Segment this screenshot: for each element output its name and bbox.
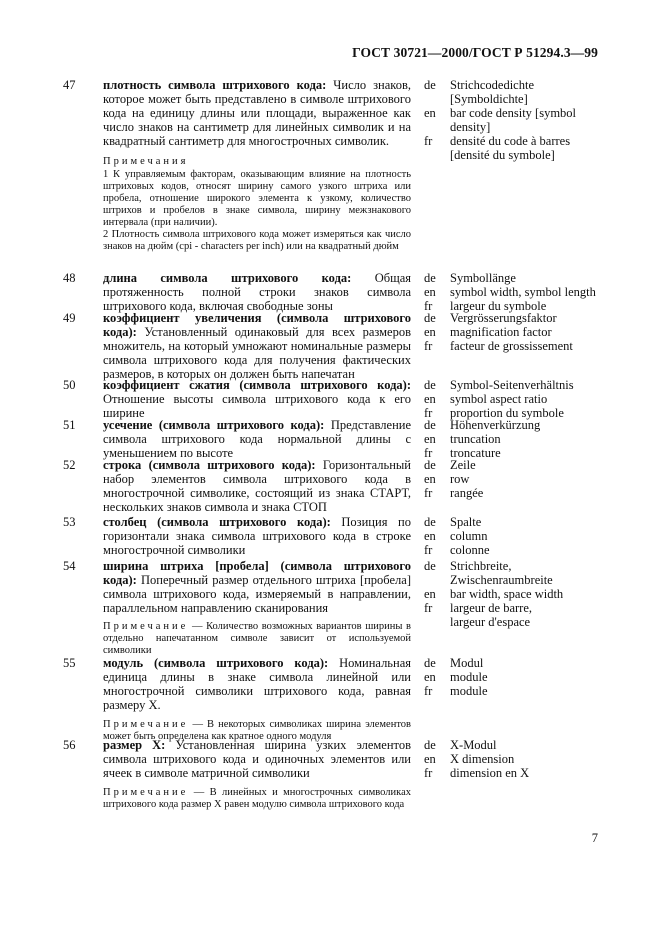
entry-body xyxy=(103,271,411,313)
translation-text: Strichbreite, xyxy=(450,559,512,573)
lang-code: fr xyxy=(424,684,433,698)
translation-text: Vergrösserungsfaktor xyxy=(450,311,557,325)
translation-text: row xyxy=(450,472,470,486)
lang-code: fr xyxy=(424,406,433,420)
term-name: размер X: xyxy=(103,738,166,752)
translation-text: Spalte xyxy=(450,515,482,529)
translation-text: [densité du symbole] xyxy=(450,148,555,162)
lang-code: de xyxy=(424,515,436,529)
term-name: строка (символа штрихового кода): xyxy=(103,458,316,472)
lang-code xyxy=(424,615,450,629)
entry-number: 49 xyxy=(63,311,76,325)
entry-body xyxy=(103,656,411,743)
note-text: 2 Плотность символа штрихового кода может измеряться как число знаков на дюйм (cpi - characters per inch) или на квадратный дюйм xyxy=(103,229,411,252)
term-definition: Номинальная единица длины в знаке символа линейной или многострочной символики штрихового кода, равная размеру X. xyxy=(103,656,411,712)
entry-number: 50 xyxy=(63,378,76,392)
term-name: ширина штриха [пробела] (символа штрихового кода): xyxy=(103,559,411,587)
translations xyxy=(424,738,624,780)
translation-text: Zeile xyxy=(450,458,476,472)
notes-title: Примечание xyxy=(103,621,189,632)
term-definition: Горизонтальный набор элементов символа штрихового кода в многострочной символике, состоящий из знака СТАРТ, нескольких знаков символа и знака СТОП xyxy=(103,458,411,514)
translation-text: symbol width, symbol length xyxy=(450,285,596,299)
lang-code: de xyxy=(424,311,436,325)
lang-code: de xyxy=(424,559,436,573)
lang-code: fr xyxy=(424,543,433,557)
entry-number: 48 xyxy=(63,271,76,285)
lang-code: en xyxy=(424,106,436,120)
note-text: — Количество возможных вариантов ширины в отдельно напечатанном символе зависит от используемой символики xyxy=(103,621,412,656)
lang-code: fr xyxy=(424,134,433,148)
lang-code: fr xyxy=(424,446,433,460)
translation-text: largeur d'espace xyxy=(450,615,531,629)
note-text: 1 К управляемым факторам, оказывающим влияние на плотность штриховых кодов, относят ширину самого узкого штриха или пробела, отношение широкого элемента к узкому, количество штрихов и пробелов в знаке символа, ширину межзнакового интервала (при наличии). xyxy=(103,169,411,228)
lang-code: en xyxy=(424,285,436,299)
entry-body xyxy=(103,458,411,514)
lang-code: de xyxy=(424,738,436,752)
translation-text: rangée xyxy=(450,486,484,500)
translation-text: dimension en X xyxy=(450,766,530,780)
entry-number: 52 xyxy=(63,458,76,472)
lang-code: fr xyxy=(424,299,433,313)
entry-notes xyxy=(103,156,411,253)
term-definition: Установленный одинаковый для всех размеров множитель, на который умножают номинальные размеры символа штрихового кода для получения фактических размеров, в которых он должен быть напечатан xyxy=(103,325,411,381)
translation-text: truncation xyxy=(450,432,501,446)
lang-code: en xyxy=(424,670,436,684)
translation-text: Strichcodedichte xyxy=(450,78,534,92)
translation-text: [Symboldichte] xyxy=(450,92,528,106)
lang-code: en xyxy=(424,587,436,601)
lang-code: en xyxy=(424,432,436,446)
translations xyxy=(424,515,624,557)
term-definition: Общая протяженность полной строки знаков символа штрихового кода, включая свободные зоны xyxy=(103,271,411,313)
translation-text: column xyxy=(450,529,488,543)
translations xyxy=(424,559,624,629)
translation-text: symbol aspect ratio xyxy=(450,392,548,406)
page-number: 7 xyxy=(591,831,598,845)
lang-code: de xyxy=(424,271,436,285)
lang-code: en xyxy=(424,752,436,766)
entry-body xyxy=(103,515,411,557)
lang-code: fr xyxy=(424,601,433,615)
notes-title: Примечание xyxy=(103,719,189,730)
term-name: плотность символа штрихового кода: xyxy=(103,78,327,92)
notes-title: Примечания xyxy=(103,156,189,167)
lang-code xyxy=(424,573,450,587)
entry-number: 55 xyxy=(63,656,76,670)
translation-text: magnification factor xyxy=(450,325,552,339)
term-definition: Установленная ширина узких элементов символа штрихового кода и одиночных элементов или ячеек в символе матричной символики xyxy=(103,738,411,780)
entry-body xyxy=(103,311,411,381)
notes-title: Примечание xyxy=(103,787,189,798)
entry-notes xyxy=(103,787,411,811)
term-definition: Позиция по горизонтали знака символа штрихового кода в строке многострочной символики xyxy=(103,515,411,557)
translation-text: X dimension xyxy=(450,752,515,766)
lang-code: de xyxy=(424,656,436,670)
translation-text: densité du code à barres xyxy=(450,134,571,148)
term-definition: Поперечный размер отдельного штриха [пробела] символа штрихового кода, измеряемый в направлении, параллельном направлению сканирования xyxy=(103,573,411,615)
term-name: длина символа штрихового кода: xyxy=(103,271,352,285)
lang-code xyxy=(424,120,450,134)
entry-body xyxy=(103,559,411,657)
translations xyxy=(424,271,624,313)
lang-code: en xyxy=(424,392,436,406)
entry-notes xyxy=(103,621,411,657)
translation-text: bar width, space width xyxy=(450,587,564,601)
lang-code: fr xyxy=(424,486,433,500)
term-definition: Отношение высоты символа штрихового кода к его ширине xyxy=(103,392,411,420)
translation-text: Symbollänge xyxy=(450,271,516,285)
translation-text: bar code density [symbol xyxy=(450,106,577,120)
lang-code: fr xyxy=(424,766,433,780)
translation-text: Höhenverkürzung xyxy=(450,418,541,432)
lang-code: de xyxy=(424,418,436,432)
translation-text: Zwischenraumbreite xyxy=(450,573,553,587)
translations xyxy=(424,78,624,162)
term-name: модуль (символа штрихового кода): xyxy=(103,656,329,670)
entry-body xyxy=(103,78,411,253)
translations xyxy=(424,458,624,500)
translation-text: colonne xyxy=(450,543,490,557)
translation-text: largeur du symbole xyxy=(450,299,547,313)
note-text: — В некоторых символиках ширина элементов может быть определена как кратное одного модуля xyxy=(103,719,411,742)
translation-text: troncature xyxy=(450,446,501,460)
entry-body xyxy=(103,378,411,420)
lang-code: de xyxy=(424,378,436,392)
entry-body xyxy=(103,418,411,460)
term-name: усечение (символа штрихового кода): xyxy=(103,418,325,432)
page-header: ГОСТ 30721—2000/ГОСТ Р 51294.3—99 xyxy=(352,45,598,60)
entry-number: 47 xyxy=(63,78,76,92)
translation-text: module xyxy=(450,684,488,698)
entry-number: 51 xyxy=(63,418,76,432)
lang-code: en xyxy=(424,529,436,543)
term-name: коэффициент сжатия (символа штрихового кода): xyxy=(103,378,411,392)
note-text: — В линейных и многострочных символиках штрихового кода размер X равен модулю символа штрихового кода xyxy=(103,787,411,810)
translation-text: largeur de barre, xyxy=(450,601,533,615)
lang-code: de xyxy=(424,78,436,92)
translation-text: Symbol-Seitenverhältnis xyxy=(450,378,574,392)
term-definition: Представление символа штрихового кода нормальной длины с уменьшением по высоте xyxy=(103,418,411,460)
term-definition: Число знаков, которое может быть представлено в символе штрихового кода на единицу длины или площади, выраженное как число знаков на сантиметр для линейных символик и на квадратный сантиметр для многострочных символик. xyxy=(103,78,412,148)
lang-code: en xyxy=(424,325,436,339)
translations xyxy=(424,418,624,460)
lang-code xyxy=(424,148,450,162)
lang-code: de xyxy=(424,458,436,472)
translations xyxy=(424,311,624,353)
entry-number: 54 xyxy=(63,559,76,573)
entry-number: 53 xyxy=(63,515,76,529)
lang-code: fr xyxy=(424,339,433,353)
translation-text: X-Modul xyxy=(450,738,497,752)
translations xyxy=(424,378,624,420)
entry-body xyxy=(103,738,411,811)
lang-code xyxy=(424,92,450,106)
translation-text: module xyxy=(450,670,488,684)
term-name: коэффициент увеличения (символа штрихового кода): xyxy=(103,311,411,339)
lang-code: en xyxy=(424,472,436,486)
translations xyxy=(424,656,624,698)
translation-text: facteur de grossissement xyxy=(450,339,573,353)
entry-number: 56 xyxy=(63,738,76,752)
translation-text: proportion du symbole xyxy=(450,406,564,420)
translation-text: density] xyxy=(450,120,491,134)
translation-text: Modul xyxy=(450,656,484,670)
term-name: столбец (символа штрихового кода): xyxy=(103,515,331,529)
